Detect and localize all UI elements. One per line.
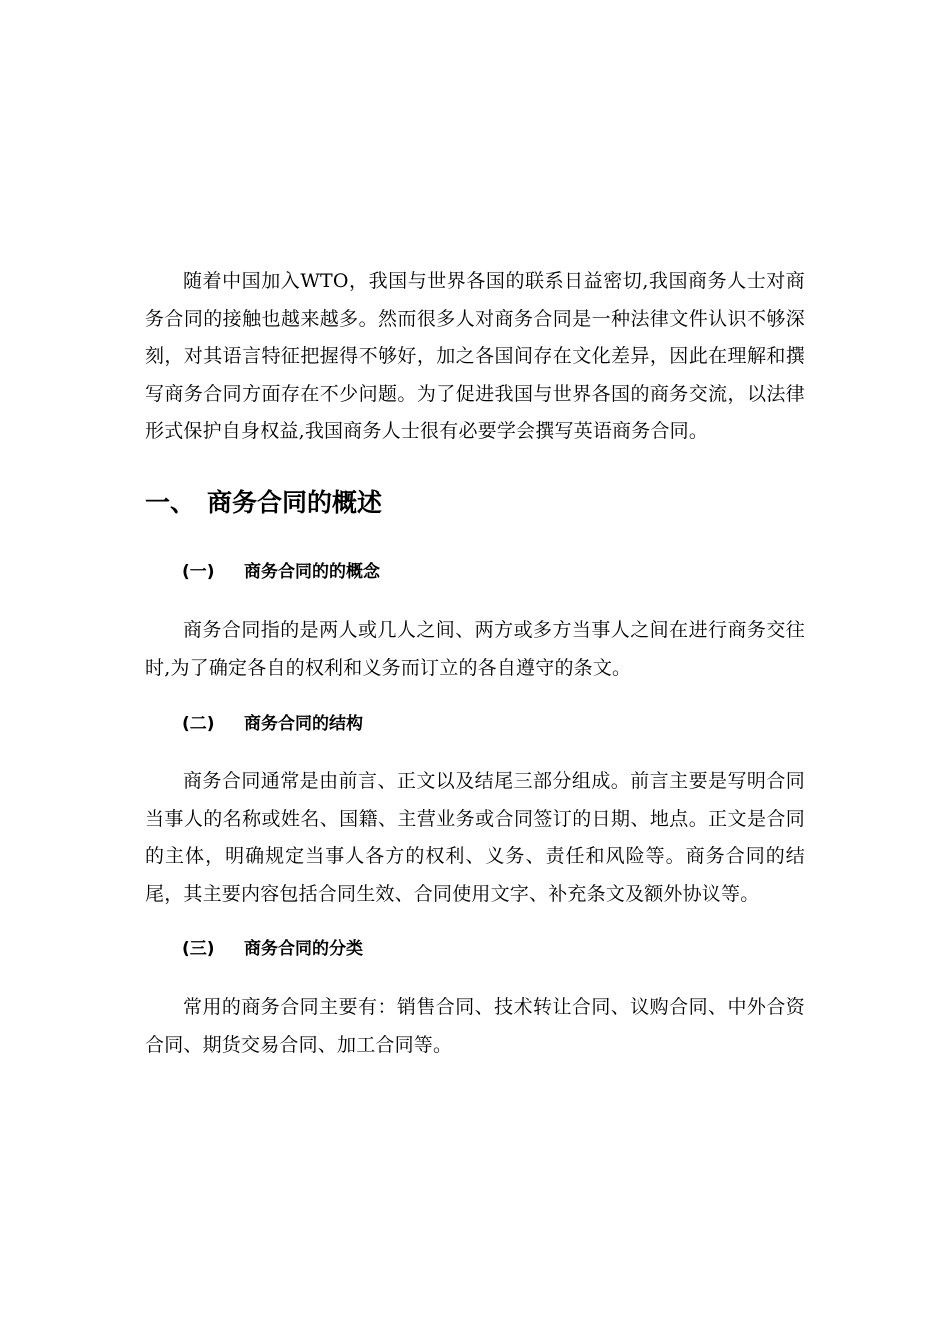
section-heading bbox=[145, 486, 382, 520]
subsection-heading-1 bbox=[182, 559, 380, 585]
subsection-heading-2 bbox=[182, 711, 363, 737]
subsection-number-3: (三) bbox=[182, 939, 215, 959]
subsection-title-3: 商务合同的分类 bbox=[244, 939, 363, 959]
intro-paragraph: 随着中国加入WTO，我国与世界各国的联系日益密切,我国商务人士对商务合同的接触也越来越多。然而很多人对商务合同是一种法律文件认识不够深刻，对其语言特征把握得不够好，加之各国间存在文化差异，因此在理解和撰写商务合同方面存在不少问题。为了促进我国与世界各国的商务交流，以法律形式保护自身权益,我国商务人士很有必要学会撰写英语商务合同。 bbox=[145, 270, 805, 442]
classification-paragraph: 常用的商务合同主要有：销售合同、技术转让合同、议购合同、中外合资合同、期货交易合同、加工合同等。 bbox=[145, 996, 805, 1056]
subsection-number-2: (二) bbox=[182, 714, 215, 734]
section-title: 商务合同的概述 bbox=[207, 488, 383, 517]
subsection-heading-3 bbox=[182, 936, 363, 962]
subsection-title-2: 商务合同的结构 bbox=[244, 714, 363, 734]
structure-paragraph: 商务合同通常是由前言、正文以及结尾三部分组成。前言主要是写明合同当事人的名称或姓名、国籍、主营业务或合同签订的日期、地点。正文是合同的主体，明确规定当事人各方的权利、义务、责任和风险等。商务合同的结尾，其主要内容包括合同生效、合同使用文字、补充条文及额外协议等。 bbox=[145, 770, 805, 905]
subsection-title-1: 商务合同的的概念 bbox=[244, 562, 380, 582]
section-number: 一、 bbox=[145, 488, 196, 517]
concept-paragraph: 商务合同指的是两人或几人之间、两方或多方当事人之间在进行商务交往时,为了确定各自的权利和义务而订立的各自遵守的条文。 bbox=[145, 619, 805, 679]
subsection-number-1: (一) bbox=[182, 562, 215, 582]
